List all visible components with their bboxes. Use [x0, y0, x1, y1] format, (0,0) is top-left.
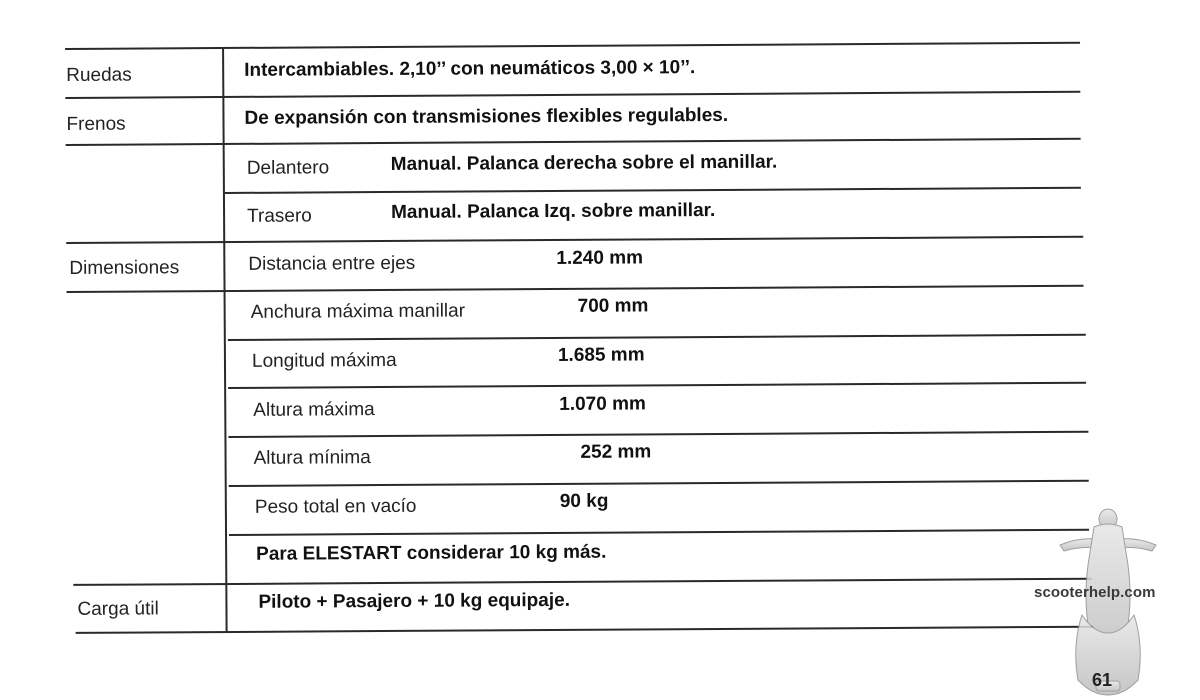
- row-value-frenos: De expansión con transmisiones flexibles regulables.: [244, 104, 729, 129]
- row-label-dimensiones: Dimensiones: [69, 257, 180, 279]
- page-number: 61: [1092, 670, 1113, 690]
- table-rule: [67, 285, 1084, 293]
- row-value-carga: Piloto + Pasajero + 10 kg equipaje.: [258, 589, 571, 613]
- table-rule: [225, 187, 1081, 194]
- table-rule: [229, 480, 1089, 487]
- dim-label: Anchura máxima manillar: [250, 300, 466, 323]
- table-rule: [66, 236, 1083, 244]
- table-rule: [65, 42, 1080, 50]
- watermark-text: scooterhelp.com: [1034, 584, 1156, 601]
- dim-value: 1.685 mm: [557, 344, 645, 366]
- dim-value: 252 mm: [580, 441, 652, 463]
- scooter-icon: [1032, 505, 1200, 700]
- column-divider: [222, 47, 228, 633]
- table-rule: [228, 431, 1088, 438]
- row-label-ruedas: Ruedas: [66, 64, 132, 86]
- dim-value: 90 kg: [559, 490, 609, 512]
- sub-label-trasero: Trasero: [247, 205, 312, 227]
- row-label-carga: Carga útil: [77, 598, 159, 620]
- sub-value-delantero: Manual. Palanca derecha sobre el manillar.: [390, 151, 778, 175]
- row-label-frenos: Frenos: [66, 113, 126, 135]
- table-rule: [76, 626, 1094, 634]
- elestart-note: Para ELESTART considerar 10 kg más.: [256, 541, 607, 565]
- dim-value: 1.070 mm: [559, 393, 646, 415]
- dim-label: Longitud máxima: [251, 349, 397, 372]
- table-rule: [229, 529, 1089, 536]
- dim-label: Distancia entre ejes: [248, 252, 416, 275]
- dim-value: 1.240 mm: [556, 247, 644, 269]
- row-value-ruedas: Intercambiables. 2,10’’ con neumáticos 3,00 × 10’’.: [244, 57, 696, 81]
- table-rule: [66, 138, 1081, 146]
- dim-label: Altura mínima: [253, 447, 371, 469]
- table-rule: [65, 91, 1080, 99]
- dim-label: Peso total en vacío: [254, 495, 417, 518]
- dim-value: 700 mm: [577, 295, 649, 317]
- table-rule: [228, 334, 1086, 341]
- dim-label: Altura máxima: [253, 399, 375, 421]
- sub-value-trasero: Manual. Palanca Izq. sobre manillar.: [390, 200, 716, 223]
- table-rule: [228, 382, 1086, 389]
- sub-label-delantero: Delantero: [246, 157, 330, 179]
